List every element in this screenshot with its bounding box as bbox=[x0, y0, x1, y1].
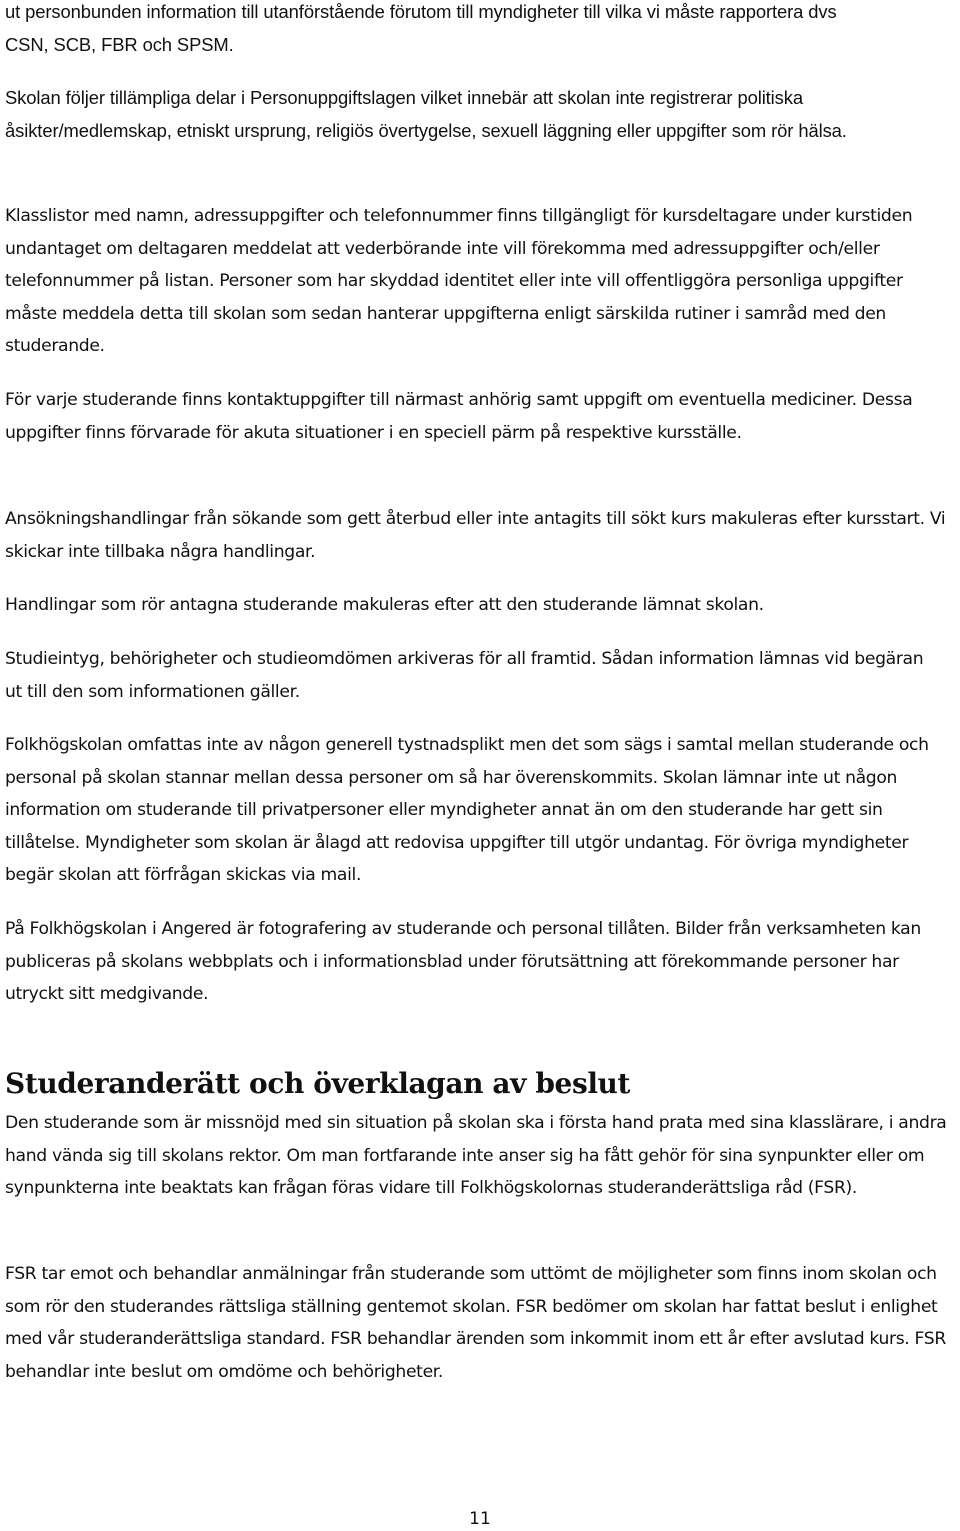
paragraph-tystnadsplikt: Folkhögskolan omfattas inte av någon generell tystnadsplikt men det som sägs i samtal mellan studerande och personal på skolan stannar mellan dessa personer om så har överenskommits. Skolan lämnar inte ut någon information om studerande till privatpersoner eller myndigheter annat än om den studerande har gett sin tillåtelse. Myndigheter som skolan är ålagd att redovisa uppgifter till utgör undantag. För övriga myndigheter begär skolan att förfrågan skickas via mail. bbox=[5, 735, 929, 886]
paragraph-fsr: FSR tar emot och behandlar anmälningar från studerande som uttömt de möjligheter som finns inom skolan och som rör den studerandes rättsliga ställning gentemot skolan. FSR bedömer om skolan har fattat beslut i enlighet med vår studeranderättsliga standard. FSR behandlar ärenden som inkommit inom ett år efter avslutad kurs. FSR behandlar inte beslut om omdöme och behörigheter. bbox=[5, 1264, 946, 1382]
paragraph-ansokningshandlingar: Ansökningshandlingar från sökande som gett återbud eller inte antagits till sökt kurs makuleras efter kursstart. Vi skickar inte tillbaka några handlingar. bbox=[5, 509, 946, 562]
paragraph-studieintyg: Studieintyg, behörigheter och studieomdömen arkiveras för all framtid. Sådan information lämnas vid begäran ut till den som informationen gäller. bbox=[5, 649, 924, 702]
paragraph-kontaktuppgifter: För varje studerande finns kontaktuppgifter till närmast anhörig samt uppgift om eventuella mediciner. Dessa uppgifter finns förvarade för akuta situationer i en speciell pärm på respektive kursställe. bbox=[5, 390, 913, 443]
section-heading: Studeranderätt och överklagan av beslut bbox=[5, 1067, 631, 1100]
paragraph-klasslistor: Klasslistor med namn, adressuppgifter och telefonnummer finns tillgängligt för kursdeltagare under kurstiden undantaget om deltagaren meddelat att vederbörande inte vill förekomma med adressuppgifter och/eller telefonnummer på listan. Personer som har skyddad identitet eller inte vill offentliggöra personliga uppgifter måste meddela detta till skolan som sedan hanterar uppgifterna enligt särskilda rutiner i samråd med den studerande. bbox=[5, 206, 913, 357]
paragraph-personuppgiftslagen: Skolan följer tillämpliga delar i Personuppgiftslagen vilket innebär att skolan inte registrerar politiska åsikter/medlemskap, etniskt ursprung, religiös övertygelse, sexuell läggning eller uppgifter som rör hälsa. bbox=[5, 87, 847, 141]
paragraph-studeranderatt: Den studerande som är missnöjd med sin situation på skolan ska i första hand prata med sina klasslärare, i andra hand vända sig till skolans rektor. Om man fortfarande inte anser sig ha fått gehör för sina synpunkter eller om synpunkterna inte beaktats kan frågan föras vidare till Folkhögskolornas studeranderättsliga råd (FSR). bbox=[5, 1113, 947, 1199]
paragraph-intro-tail: ut personbunden information till utanförstående förutom till myndigheter till vilka vi måste rapportera dvs CSN, SCB, FBR och SPSM. bbox=[5, 1, 837, 55]
page-number: 11 bbox=[469, 1509, 491, 1529]
paragraph-handlingar: Handlingar som rör antagna studerande makuleras efter att den studerande lämnat skolan. bbox=[5, 595, 764, 615]
paragraph-fotografering: På Folkhögskolan i Angered är fotografering av studerande och personal tillåten. Bilder från verksamheten kan publiceras på skolans webbplats och i informationsblad under förutsättning att förekommande personer har utryckt sitt medgivande. bbox=[5, 919, 921, 1005]
